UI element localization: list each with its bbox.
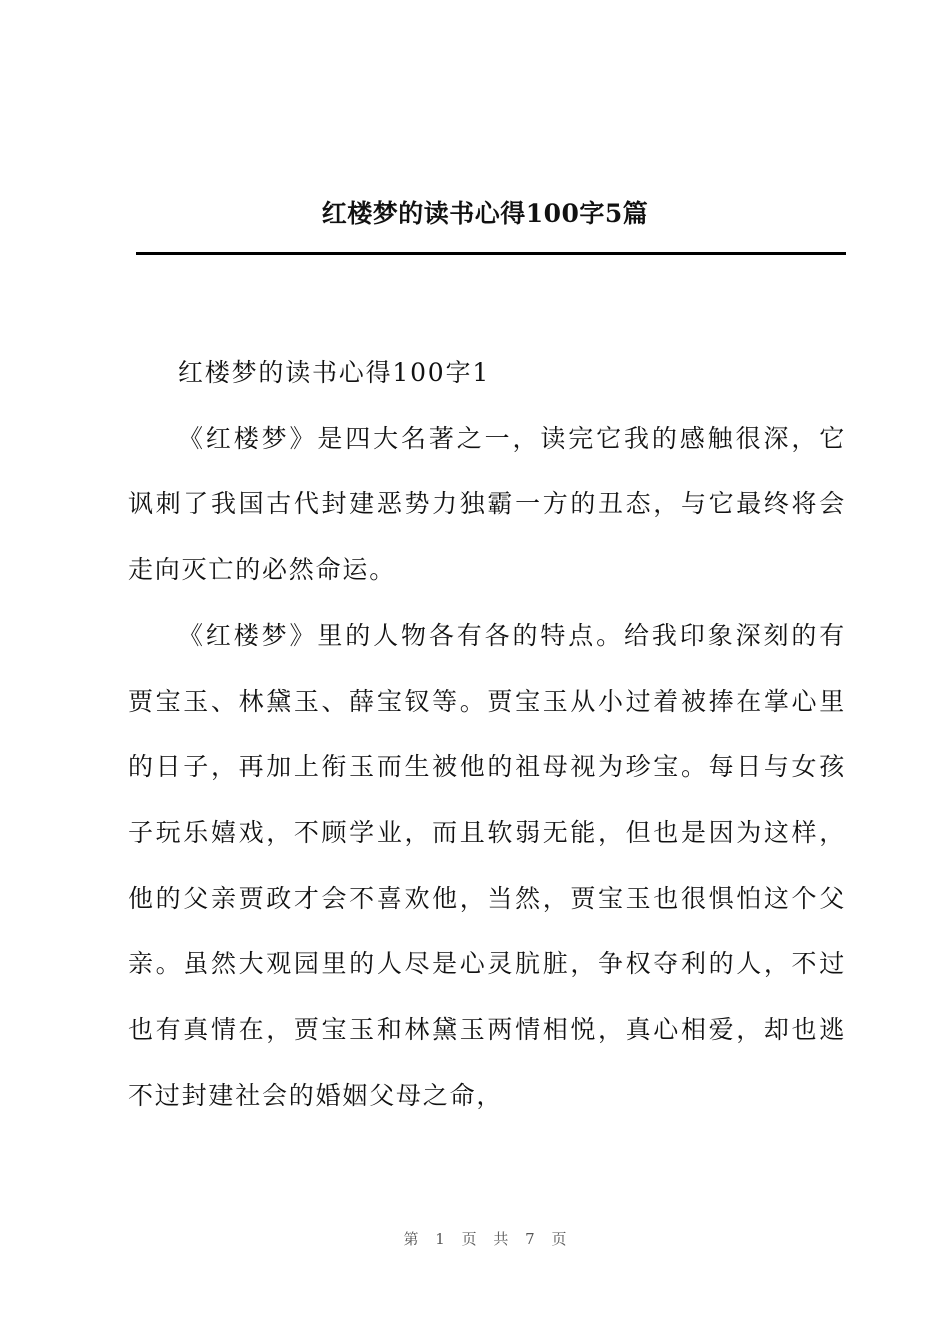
- document-body: [128, 340, 846, 1128]
- paragraph: 《红楼梦》是四大名著之一，读完它我的感触很深，它讽刺了我国古代封建恶势力独霸一方的丑态，与它最终将会走向灭亡的必然命运。: [128, 423, 846, 585]
- section-heading: 红楼梦的读书心得100字1: [178, 358, 491, 387]
- title-underline: [136, 252, 846, 255]
- page-number-footer: 第 1 页 共 7 页: [403, 1230, 567, 1248]
- document-title: 红楼梦的读书心得100字5篇: [321, 199, 649, 228]
- paragraph: 《红楼梦》里的人物各有各的特点。给我印象深刻的有贾宝玉、林黛玉、薛宝钗等。贾宝玉从小过着被捧在掌心里的日子，再加上衔玉而生被他的祖母视为珍宝。每日与女孩子玩乐嬉戏，不顾学业，而且软弱无能，但也是因为这样，他的父亲贾政才会不喜欢他，当然，贾宝玉也很惧怕这个父亲。虽然大观园里的人尽是心灵肮脏，争权夺利的人，不过也有真情在，贾宝玉和林黛玉两情相悦，真心相爱，却也逃不过封建社会的婚姻父母之命，: [128, 620, 846, 1110]
